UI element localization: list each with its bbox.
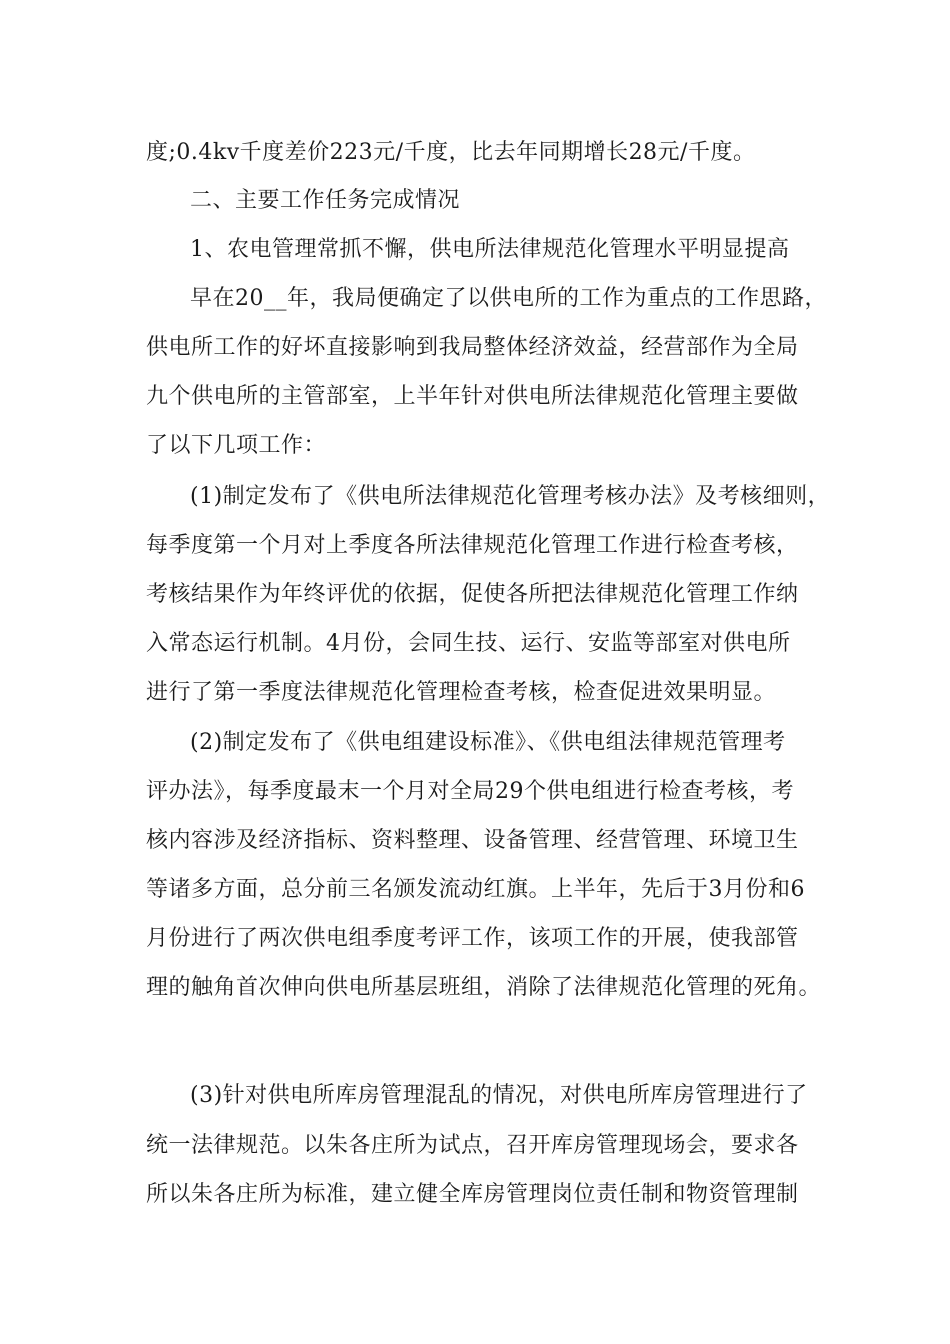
text-line-13: (2)制定发布了《供电组建设标准》、《供电组法律规范管理考: [190, 730, 786, 755]
text-line-18: 理的触角首次伸向供电所基层班组，消除了法律规范化管理的死角。: [146, 975, 822, 1000]
text-line-10: 考核结果作为年终评优的依据，促使各所把法律规范化管理工作纳: [146, 582, 799, 607]
text-line-6: 九个供电所的主管部室，上半年针对供电所法律规范化管理主要做: [146, 384, 799, 409]
text-line-7: 了以下几项工作：: [146, 433, 327, 458]
text-line-15: 核内容涉及经济指标、资料整理、设备管理、经营管理、环境卫生: [146, 828, 799, 853]
text-line-9: 每季度第一个月对上季度各所法律规范化管理工作进行检查考核，: [146, 533, 799, 558]
text-line-14: 评办法》，每季度最末一个月对全局29个供电组进行检查考核，考: [146, 779, 794, 804]
text-line-12: 进行了第一季度法律规范化管理检查考核，检查促进效果明显。: [146, 680, 777, 705]
text-line-20: 统一法律规范。以朱各庄所为试点，召开库房管理现场会，要求各: [146, 1133, 799, 1158]
text-line-16: 等诸多方面，总分前三名颁发流动红旗。上半年，先后于3月份和6: [146, 877, 805, 902]
text-line-1: 度;0.4kv千度差价223元/千度，比去年同期增长28元/千度。: [146, 140, 756, 165]
text-line-21: 所以朱各庄所为标准，建立健全库房管理岗位责任制和物资管理制: [146, 1182, 799, 1207]
section-heading: 二、主要工作任务完成情况: [190, 188, 461, 213]
text-line-4: 早在20__年，我局便确定了以供电所的工作为重点的工作思路，: [190, 286, 827, 311]
text-line-17: 月份进行了两次供电组季度考评工作，该项工作的开展，使我部管: [146, 926, 799, 951]
text-line-11: 入常态运行机制。4月份，会同生技、运行、安监等部室对供电所: [146, 631, 791, 656]
text-line-5: 供电所工作的好坏直接影响到我局整体经济效益，经营部作为全局: [146, 335, 799, 360]
subsection-heading: 1、农电管理常抓不懈，供电所法律规范化管理水平明显提高: [190, 237, 790, 262]
text-line-19: (3)针对供电所库房管理混乱的情况，对供电所库房管理进行了: [190, 1083, 808, 1108]
text-line-8: (1)制定发布了《供电所法律规范化管理考核办法》及考核细则，: [190, 484, 831, 509]
